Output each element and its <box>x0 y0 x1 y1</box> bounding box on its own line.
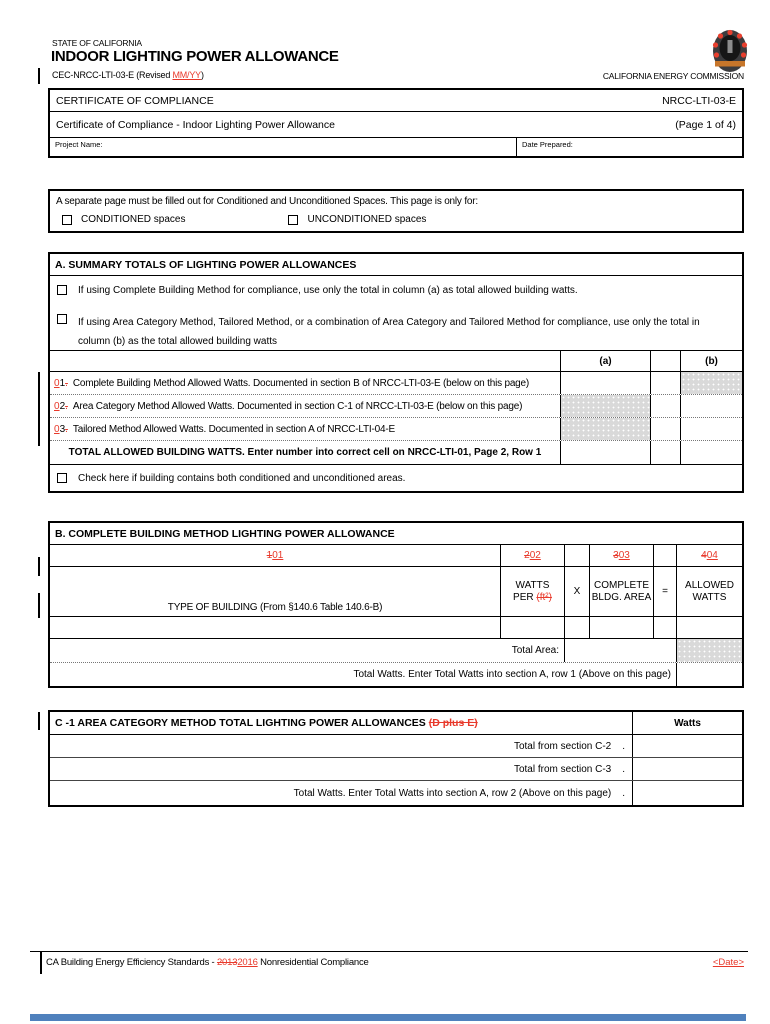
section-c1-title-deleted: (D plus E) <box>428 717 478 729</box>
col-number-1-deleted: 1 <box>266 550 273 561</box>
date-prepared-field[interactable] <box>516 138 742 156</box>
row-02-label <box>50 395 560 417</box>
col-number-3 <box>589 545 653 566</box>
total-area-shaded-cell <box>676 639 742 662</box>
row-01-col-b-cell <box>680 372 742 394</box>
col-number-1 <box>50 545 500 566</box>
section-c1-title-cell <box>50 712 632 734</box>
date-prepared-label: Date Prepared: <box>522 140 573 149</box>
allowed-watts-line1: ALLOWED <box>685 579 734 591</box>
spacer-column-cell <box>650 418 680 440</box>
total-from-c3-cell[interactable] <box>632 758 742 780</box>
complete-bldg-line1: COMPLETE <box>593 579 649 591</box>
allowed-watts-entry-cell[interactable] <box>676 617 742 638</box>
row-03-label <box>50 418 560 440</box>
type-of-building-header: TYPE OF BUILDING (From §140.6 Table 140.6-B) <box>167 602 383 613</box>
california-energy-commission-seal-icon <box>711 28 749 74</box>
bottom-blue-bar <box>30 1014 746 1021</box>
equals-symbol: = <box>653 567 676 616</box>
section-b-header-row <box>50 567 742 617</box>
section-c1-total-watts-row <box>50 781 742 805</box>
spacer-column-cell <box>650 395 680 417</box>
unconditioned-label: UNCONDITIONED spaces <box>307 214 427 225</box>
conditioned-label: CONDITIONED spaces <box>81 214 186 225</box>
col-number-2 <box>500 545 564 566</box>
change-bar <box>38 712 40 730</box>
change-bar <box>40 951 42 974</box>
col-number-eq-spacer <box>653 545 676 566</box>
col-number-2-deleted: 2 <box>524 550 530 561</box>
section-c1-total-watts-label: Total Watts. Enter Total Watts into section A, row 2 (Above on this page) <box>293 787 612 799</box>
section-a-table <box>48 252 744 493</box>
period-mark: . <box>622 763 625 775</box>
total-area-row <box>50 639 742 663</box>
section-b-column-number-row <box>50 545 742 567</box>
footer-suffix: Nonresidential Compliance <box>257 957 369 968</box>
equals-cell <box>653 617 676 638</box>
section-b-table <box>48 521 744 688</box>
period-mark: . <box>622 787 625 799</box>
watts-per-entry-cell[interactable] <box>500 617 564 638</box>
row-01-num-inserted: 0 <box>54 377 60 389</box>
complete-building-method-checkbox[interactable] <box>57 285 67 295</box>
col-number-4 <box>676 545 742 566</box>
multiply-symbol: X <box>564 567 589 616</box>
project-name-field[interactable] <box>50 138 516 156</box>
section-c1-table <box>48 710 744 807</box>
row-03-num: 3 <box>59 423 66 435</box>
col-number-4-inserted: 04 <box>706 550 718 561</box>
change-bar <box>38 593 40 618</box>
allowed-watts-header <box>676 567 742 616</box>
section-b-total-watts-label: Total Watts. Enter Total Watts into section A, row 1 (Above on this page) <box>353 669 671 680</box>
row-02 <box>50 395 742 418</box>
row-01-num-deleted: . <box>65 377 68 389</box>
total-allowed-watts-row <box>50 441 742 464</box>
form-revision-date: MM/YY <box>172 70 201 80</box>
unconditioned-option <box>288 214 426 225</box>
col-number-x-spacer <box>564 545 589 566</box>
project-name-label: Project Name: <box>55 140 103 149</box>
section-c1-title: C -1 AREA CATEGORY METHOD TOTAL LIGHTING POWER ALLOWANCES <box>55 717 429 729</box>
section-c1-header-row <box>50 712 742 735</box>
certificate-header-table <box>48 88 744 158</box>
complete-building-method-check-row <box>50 276 742 305</box>
row-03-col-b-cell[interactable] <box>680 418 742 440</box>
row-01-text: Complete Building Method Allowed Watts. Documented in section B of NRCC-LTI-03-E (below on this page) <box>72 377 530 389</box>
col-number-4-deleted: 4 <box>701 550 707 561</box>
row-03-col-a-cell <box>560 418 650 440</box>
allowed-watts-line2: WATTS <box>692 591 727 603</box>
section-b-entry-row <box>50 617 742 639</box>
total-area-label: Total Area: <box>511 645 559 656</box>
col-number-1-inserted: 01 <box>272 550 284 561</box>
total-area-entry-cell[interactable] <box>564 639 676 662</box>
form-number-label: NRCC-LTI-03-E <box>662 94 736 107</box>
both-areas-check-row <box>50 464 742 491</box>
row-01-num: 1 <box>59 377 66 389</box>
total-allowed-watts-label: TOTAL ALLOWED BUILDING WATTS. Enter number into correct cell on NRCC-LTI-01, Page 2, Row 1 <box>68 447 542 458</box>
spacer-column-cell <box>650 351 680 371</box>
form-reference <box>52 70 204 80</box>
col-number-3-deleted: 3 <box>613 550 619 561</box>
row-02-num: 2 <box>59 400 66 412</box>
section-b-title: B. COMPLETE BUILDING METHOD LIGHTING POWER ALLOWANCE <box>50 523 742 545</box>
section-b-total-watts-row <box>50 663 742 686</box>
total-col-b-cell[interactable] <box>680 441 742 464</box>
multiply-cell <box>564 617 589 638</box>
change-bar <box>38 68 40 84</box>
footer-date-placeholder: <Date> <box>712 957 744 968</box>
spacer-column-cell <box>650 372 680 394</box>
total-from-c3-row <box>50 758 742 781</box>
empty-header-cell <box>50 351 560 371</box>
footer-prefix: CA Building Energy Efficiency Standards - <box>46 957 217 968</box>
change-bar <box>38 557 40 576</box>
conditioned-option <box>62 214 185 225</box>
period-mark: . <box>622 740 625 752</box>
certificate-of-compliance-label: CERTIFICATE OF COMPLIANCE <box>56 94 214 107</box>
watts-per-line2: PER <box>513 591 537 603</box>
column-b-header: (b) <box>680 351 742 371</box>
area-category-method-text: If using Area Category Method, Tailored Method, or a combination of Area Category and Tailored Method for compliance, use only the total in column (b) as the total allowed building watts <box>78 317 700 347</box>
row-03-num-inserted: 0 <box>54 423 60 435</box>
row-02-col-a-cell <box>560 395 650 417</box>
column-a-header: (a) <box>560 351 650 371</box>
building-type-entry-cell[interactable] <box>50 617 500 638</box>
row-03-text: Tailored Method Allowed Watts. Documented in section A of NRCC-LTI-04-E <box>72 423 395 435</box>
footer-text <box>46 957 369 968</box>
both-areas-text: Check here if building contains both conditioned and unconditioned areas. <box>78 472 406 484</box>
section-c1-total-watts-cell[interactable] <box>632 781 742 805</box>
col-number-3-inserted: 03 <box>618 550 630 561</box>
total-from-c3-label: Total from section C-3 <box>513 763 612 775</box>
section-b-total-watts-cell[interactable] <box>676 663 742 686</box>
col-number-2-inserted: 02 <box>529 550 541 561</box>
footer-year-deleted: 2013 <box>216 957 238 968</box>
row-03-num-deleted: . <box>65 423 68 435</box>
page-count-label: (Page 1 of 4) <box>675 118 736 131</box>
row-02-text: Area Category Method Allowed Watts. Documented in section C-1 of NRCC-LTI-03-E (below on this page) <box>72 400 523 412</box>
watts-column-header: Watts <box>632 712 742 734</box>
commission-label: CALIFORNIA ENERGY COMMISSION <box>602 71 744 81</box>
area-category-method-checkbox[interactable] <box>57 314 67 324</box>
bldg-area-entry-cell[interactable] <box>589 617 653 638</box>
complete-bldg-area-header <box>589 567 653 616</box>
total-from-c2-label: Total from section C-2 <box>513 740 612 752</box>
complete-bldg-line2: BLDG. AREA <box>591 591 652 603</box>
total-from-c2-row <box>50 735 742 758</box>
unconditioned-checkbox[interactable] <box>288 215 298 225</box>
watts-per-line1: WATTS <box>515 579 550 591</box>
watts-per-header <box>500 567 564 616</box>
both-areas-checkbox[interactable] <box>57 473 67 483</box>
row-01 <box>50 372 742 395</box>
section-a-column-header-row <box>50 350 742 372</box>
total-from-c2-cell[interactable] <box>632 735 742 757</box>
form-reference-prefix: CEC-NRCC-LTI-03-E (Revised <box>52 70 173 80</box>
watts-per-deleted: (ft²) <box>536 591 552 603</box>
row-01-label <box>50 372 560 394</box>
footer-year-inserted: 2016 <box>237 957 258 968</box>
footer-divider <box>30 951 748 952</box>
page-title: INDOOR LIGHTING POWER ALLOWANCE <box>51 48 339 65</box>
spacer-column-cell <box>650 441 680 464</box>
row-02-col-b-cell[interactable] <box>680 395 742 417</box>
form-reference-suffix: ) <box>200 70 204 80</box>
row-03 <box>50 418 742 441</box>
conditioned-checkbox[interactable] <box>62 215 72 225</box>
change-bar <box>38 372 40 446</box>
certificate-subtitle: Certificate of Compliance - Indoor Lighting Power Allowance <box>56 118 335 131</box>
row-02-num-inserted: 0 <box>54 400 60 412</box>
spaces-selection-box <box>48 189 744 233</box>
complete-building-method-text: If using Complete Building Method for compliance, use only the total in column (a) as total allowed building watts. <box>78 285 578 296</box>
row-01-col-a-cell[interactable] <box>560 372 650 394</box>
row-02-num-deleted: . <box>65 400 68 412</box>
area-category-method-check-row <box>50 305 742 350</box>
state-of-california-label: STATE OF CALIFORNIA <box>52 38 142 48</box>
total-col-a-cell[interactable] <box>560 441 650 464</box>
section-a-title: A. SUMMARY TOTALS OF LIGHTING POWER ALLOWANCES <box>50 254 742 276</box>
spaces-instruction: A separate page must be filled out for Conditioned and Unconditioned Spaces. This page is only for: <box>56 196 478 207</box>
